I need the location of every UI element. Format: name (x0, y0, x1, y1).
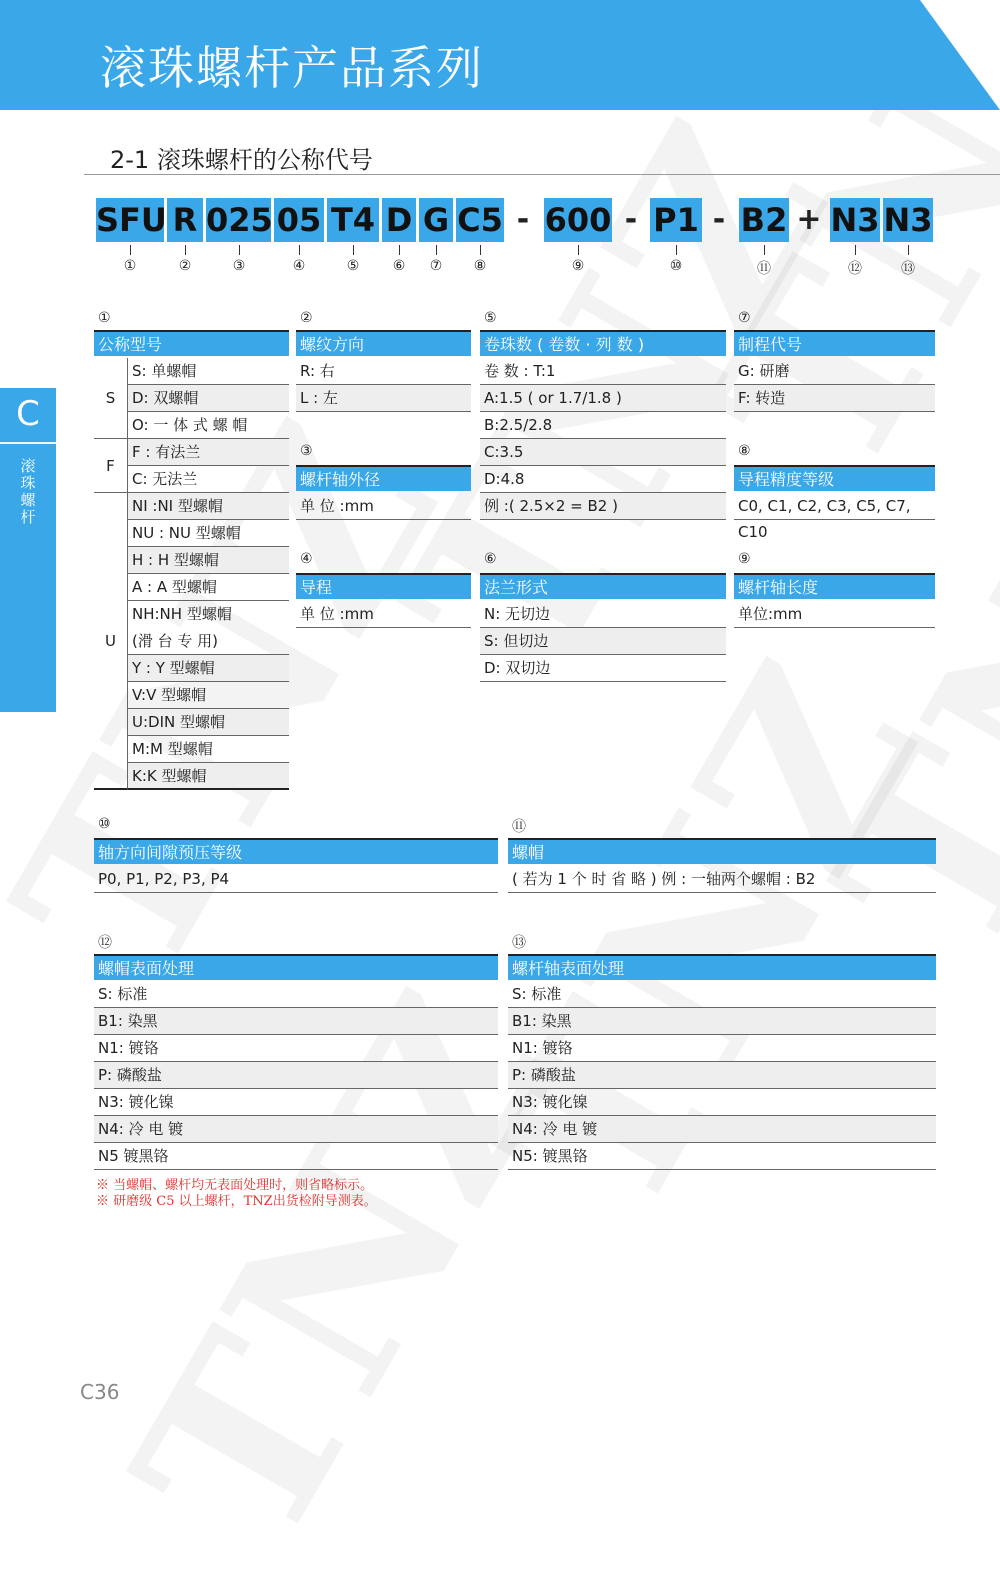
code-number: ⑥ (392, 258, 406, 274)
list-item: D: 双切边 (480, 655, 726, 682)
code-tick (764, 245, 765, 255)
list-item: B1: 染黑 (94, 1008, 498, 1035)
block-header: 螺纹方向 (296, 330, 471, 356)
list-item: D:4.8 (480, 466, 726, 493)
side-tab[interactable] (0, 388, 56, 712)
code-separator: - (624, 202, 638, 237)
header-corner (920, 0, 1000, 110)
code-segment: N3 (830, 198, 880, 242)
side-tab-divider (0, 442, 56, 444)
list-item: B:2.5/2.8 (480, 412, 726, 439)
block-number: ⑩ (98, 816, 111, 832)
block-header: 公称型号 (94, 330, 289, 356)
code-segment: D (382, 198, 416, 242)
list-item: A:1.5 ( or 1.7/1.8 ) (480, 385, 726, 412)
code-tick (436, 245, 437, 255)
code-tick (239, 245, 240, 255)
code-segment: 600 (544, 198, 612, 242)
side-tab-letter: C (16, 394, 40, 434)
block-number: ① (98, 310, 111, 326)
list-item: K:K 型螺帽 (128, 763, 289, 790)
code-separator: - (516, 202, 530, 237)
list-item: N1: 镀铬 (508, 1035, 936, 1062)
list-item: P: 磷酸盐 (508, 1062, 936, 1089)
list-item: F : 有法兰 (128, 439, 289, 466)
group-label: U (94, 493, 128, 790)
code-number: ⑬ (901, 261, 915, 277)
list-item: M:M 型螺帽 (128, 736, 289, 763)
list-item: U:DIN 型螺帽 (128, 709, 289, 736)
block-header: 导程 (296, 573, 471, 599)
block-number: ⑨ (738, 551, 751, 567)
code-segment: R (167, 198, 203, 242)
group-label: S (94, 358, 128, 439)
list-item: O: 一 体 式 螺 帽 (128, 412, 289, 439)
code-number: ④ (292, 258, 306, 274)
block-number: ③ (300, 443, 313, 459)
list-item: N3: 镀化镍 (508, 1089, 936, 1116)
list-item: ( 若为 1 个 时 省 略 ) 例 : 一轴两个螺帽 : B2 (508, 866, 936, 893)
code-tick (130, 245, 131, 255)
code-tick (855, 245, 856, 255)
code-number: ⑨ (571, 258, 585, 274)
block-header: 轴方向间隙预压等级 (94, 838, 498, 864)
list-item: C: 无法兰 (128, 466, 289, 493)
section-rule (84, 174, 1000, 175)
group-label: F (94, 439, 128, 493)
list-item: S: 标准 (508, 981, 936, 1008)
block-number: ④ (300, 551, 313, 567)
list-item: NU : NU 型螺帽 (128, 520, 289, 547)
code-segment: T4 (327, 198, 379, 242)
list-item: N: 无切边 (480, 601, 726, 628)
list-item: N5 镀黑铬 (94, 1143, 498, 1170)
code-number: ⑪ (757, 261, 771, 277)
block-header: 法兰形式 (480, 573, 726, 599)
code-segment: 05 (274, 198, 324, 242)
list-item: N4: 冷 电 镀 (508, 1116, 936, 1143)
list-item: S: 单螺帽 (128, 358, 289, 385)
code-number: ⑩ (669, 258, 683, 274)
block-header: 螺杆轴表面处理 (508, 954, 936, 980)
block-header: 制程代号 (734, 330, 935, 356)
code-number: ⑤ (346, 258, 360, 274)
code-tick (399, 245, 400, 255)
list-item: G: 研磨 (734, 358, 935, 385)
code-number: ⑦ (429, 258, 443, 274)
block-header: 卷珠数 ( 卷数 · 列 数 ) (480, 330, 726, 356)
block-header: 螺帽表面处理 (94, 954, 498, 980)
code-tick (908, 245, 909, 255)
code-segment: B2 (739, 198, 789, 242)
block-number: ⑬ (512, 935, 526, 951)
list-item: Y : Y 型螺帽 (128, 655, 289, 682)
block-number: ⑥ (484, 551, 497, 567)
list-item: NI :NI 型螺帽 (128, 493, 289, 520)
block-header: 螺帽 (508, 838, 936, 864)
code-tick (299, 245, 300, 255)
code-segment: P1 (650, 198, 702, 242)
code-tick (185, 245, 186, 255)
code-number: ③ (232, 258, 246, 274)
code-number: ⑫ (848, 261, 862, 277)
list-item: A : A 型螺帽 (128, 574, 289, 601)
section-title: 2-1 滚珠螺杆的公称代号 (110, 146, 373, 174)
list-item: L : 左 (296, 385, 471, 412)
list-item: 单 位 :mm (296, 493, 471, 520)
block-number: ⑪ (512, 819, 526, 835)
list-item: V:V 型螺帽 (128, 682, 289, 709)
code-segment: 025 (206, 198, 271, 242)
code-segment: N3 (883, 198, 933, 242)
code-separator: + (796, 202, 822, 237)
page-number: C36 (80, 1380, 120, 1404)
list-item: C:3.5 (480, 439, 726, 466)
block-header: 导程精度等级 (734, 465, 935, 491)
list-item: N4: 冷 电 镀 (94, 1116, 498, 1143)
code-segment: G (419, 198, 453, 242)
block-number: ⑧ (738, 443, 751, 459)
code-number: ② (178, 258, 192, 274)
list-item: F: 转造 (734, 385, 935, 412)
code-tick (676, 245, 677, 255)
list-item: R: 右 (296, 358, 471, 385)
block-number: ② (300, 310, 313, 326)
watermark (781, 362, 1000, 999)
list-item: D: 双螺帽 (128, 385, 289, 412)
block-number: ⑤ (484, 310, 497, 326)
code-segment: C5 (456, 198, 504, 242)
list-item: S: 但切边 (480, 628, 726, 655)
list-item: C0, C1, C2, C3, C5, C7, C10 (734, 493, 935, 520)
block-header: 螺杆轴外径 (296, 465, 471, 491)
code-segment: SFU (96, 198, 164, 242)
footnote: ※ 研磨级 C5 以上螺杆，TNZ出货检附导测表。 (96, 1194, 377, 1209)
list-item: P0, P1, P2, P3, P4 (94, 866, 498, 893)
block-number: ⑦ (738, 310, 751, 326)
block-header: 螺杆轴长度 (734, 573, 935, 599)
code-number: ⑧ (473, 258, 487, 274)
block-number: ⑫ (98, 935, 112, 951)
code-tick (353, 245, 354, 255)
list-item: 单 位 :mm (296, 601, 471, 628)
list-item: S: 标准 (94, 981, 498, 1008)
code-separator: - (712, 202, 726, 237)
page-title: 滚珠螺杆产品系列 (100, 41, 484, 95)
footnote: ※ 当螺帽、螺杆均无表面处理时，则省略标示。 (96, 1178, 374, 1193)
list-item: 卷 数 : T:1 (480, 358, 726, 385)
list-item: P: 磷酸盐 (94, 1062, 498, 1089)
list-item: NH:NH 型螺帽 (132, 605, 232, 623)
list-item: 例 :( 2.5×2 = B2 ) (480, 493, 726, 520)
header-bar (0, 0, 1000, 110)
list-item: N5: 镀黑铬 (508, 1143, 936, 1170)
list-item: H : H 型螺帽 (128, 547, 289, 574)
list-item: N1: 镀铬 (94, 1035, 498, 1062)
list-item: N3: 镀化镍 (94, 1089, 498, 1116)
code-number: ① (123, 258, 137, 274)
list-item: B1: 染黑 (508, 1008, 936, 1035)
code-tick (578, 245, 579, 255)
side-tab-label: 滚珠螺杆 (18, 458, 37, 526)
list-item: (滑 台 专 用) (128, 628, 289, 655)
list-item: 单位:mm (734, 601, 935, 628)
code-tick (480, 245, 481, 255)
